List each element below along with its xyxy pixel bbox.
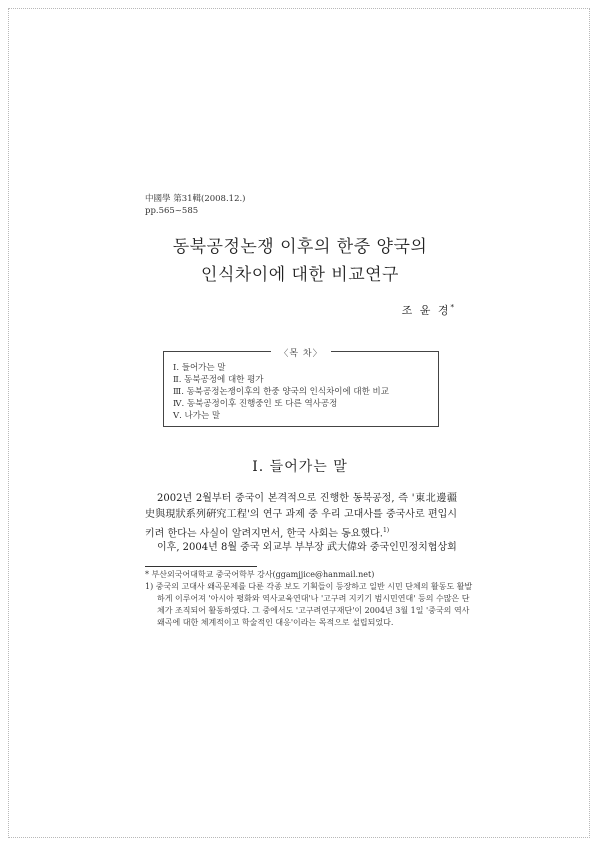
toc-heading: 〈목 차〉 — [271, 349, 330, 359]
section-heading: Ⅰ. 들어가는 말 — [252, 459, 348, 475]
toc-item: Ⅰ. 들어가는 말 — [173, 363, 226, 373]
paragraph-text: 2002년 2월부터 중국이 본격적으로 진행한 동북공정, 즉 '東北邊疆史與現狀系列硏究工程'의 연구 과제 중 우리 고대사를 중국사로 편입시키려 한다는 사실이 알려지면서, 한국 사회는 동요했다. — [145, 493, 457, 540]
footnote-1: 1) 중국의 고대사 왜곡문제를 다룬 각종 보도 기획들이 등장하고 일반 시민 단체의 활동도 활발하게 이루어져 '아시아 평화와 역사교육연대'나 '고구려 지키기 범시민연대' 등의 수많은 단체가 조직되어 활동하였다. 그 중에서도 '고구려연구재단'이 2004년 3월 1일 '중국의 역사왜곡에 대한 체계적이고 학술적인 대응'이라는 목적으로 설립되었다. — [145, 582, 473, 627]
journal-pages: pp.565~585 — [145, 206, 199, 216]
footnote-divider — [145, 566, 257, 567]
paper-title-line-1: 동북공정논쟁 이후의 한중 양국의 — [172, 237, 428, 257]
footnote-author: * 부산외국어대학교 중국어학부 강사(ggamjjice@hanmail.net) — [145, 570, 375, 579]
toc-item: Ⅱ. 동북공정에 대한 평가 — [173, 375, 264, 385]
footnote-reference: 1) — [382, 527, 390, 534]
paper-title-line-2: 인식차이에 대한 비교연구 — [201, 265, 399, 285]
toc-item: Ⅳ. 동북공정이후 진행중인 또 다른 역사공정 — [173, 399, 338, 409]
author-footnote-mark: * — [450, 303, 454, 312]
body-paragraph-1 — [145, 491, 457, 542]
toc-list — [173, 362, 389, 422]
toc-item: Ⅴ. 나가는 말 — [173, 411, 221, 421]
journal-info — [145, 193, 246, 217]
author — [402, 302, 454, 318]
toc-item: Ⅲ. 동북공정논쟁이후의 한중 양국의 인식차이에 대한 비교 — [173, 387, 389, 397]
body-paragraph-2: 이후, 2004년 8월 중국 외교부 부부장 武大偉와 중국인민정치협상회 — [157, 542, 457, 553]
toc-header — [163, 341, 439, 360]
author-name: 조 윤 경 — [401, 304, 451, 317]
journal-volume: 中國學 第31輯(2008.12.) — [145, 194, 246, 204]
